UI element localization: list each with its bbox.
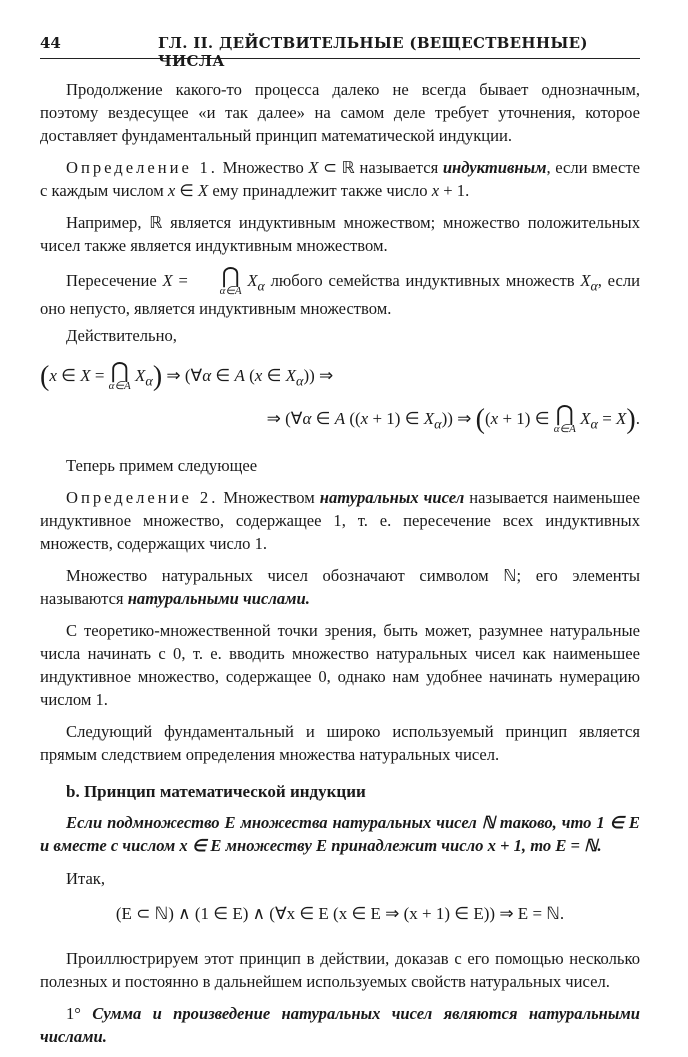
term-natural-numbers: натуральных чисел: [319, 488, 465, 508]
property-1: [40, 1002, 640, 1048]
property-1-text: Сумма и произведение натуральных чисел являются натуральными числами.: [40, 1004, 640, 1047]
property-1-number: 1°: [66, 1004, 81, 1024]
paragraph-now: Теперь примем следующее: [66, 456, 258, 476]
definition-1: Определение 1. Множество X ⊂ ℝ называется индуктивным, если вместе с каждым числом x ∈ X ему принадлежит также число x + 1.: [40, 158, 640, 200]
definition-2: Определение 2. Множеством натуральных чисел называется наименьшее индуктивное множество, содержащее 1, т. е. пересечение всех индуктивных множеств, содержащих число 1.: [40, 488, 640, 554]
definition-1-label: Определение 1.: [66, 158, 218, 177]
paragraph-thus: Итак,: [66, 869, 106, 889]
page-header: [40, 34, 640, 70]
formula-1-line-1: (x ∈ X = ⋂ α∈A $X_\alpha$) ⇒ (∀α ∈ A (x ∈ $X_\alpha$)) ⇒: [40, 358, 334, 393]
section-heading: b. Принцип математической индукции: [66, 782, 366, 802]
page-body: [40, 78, 640, 1057]
paragraph-principle: Следующий фундаментальный и широко используемый принцип является прямым следствием определения множества натуральных чисел.: [40, 722, 640, 765]
formula-induction: (E ⊂ ℕ) ∧ (1 ∈ E) ∧ (∀x ∈ E (x ∈ E ⇒ (x + 1) ∈ E)) ⇒ E = ℕ.: [115, 904, 565, 924]
intersection-operator: ⋂ α∈A: [219, 263, 242, 297]
paragraph-indeed: Действительно,: [66, 326, 177, 346]
induction-principle: Если подмножество E множества натуральных чисел ℕ таково, что 1 ∈ E и вместе с числом x ∈ E множеству E принадлежит число x + 1, то E = ℕ.: [40, 813, 640, 856]
formula-1-line-2: ⇒ (∀α ∈ A ((x + 1) ∈ $X_\alpha$)) ⇒ ((x + 1) ∈ ⋂ α∈A $X_\alpha = X$).: [266, 400, 640, 435]
paragraph-example: Например, ℝ является индуктивным множеством; множество положительных чисел также является индуктивным множеством.: [40, 213, 640, 255]
paragraph-intersection: Пересечение X = ⋂ α∈A $X_\alpha$ любого семейства индуктивных множеств $X_\alpha$, если оно непусто, является индуктивным множеством.: [40, 263, 640, 319]
paragraph-naturals-symbol: Множество натуральных чисел обозначают символом ℕ; его элементы называются натуральными числами.: [40, 566, 640, 609]
paragraph-set-theory: С теоретико-множественной точки зрения, быть может, разумнее натуральные числа начинать с 0, т. е. вводить множество натуральных чисел как наименьшее индуктивное множество, содержащее 0, однако нам удобнее начинать нумерацию числом 1.: [40, 621, 640, 710]
running-title: ГЛ. II. ДЕЙСТВИТЕЛЬНЫЕ (ВЕЩЕСТВЕННЫЕ) ЧИСЛА: [158, 34, 588, 70]
paragraph-intro: Продолжение какого-то процесса далеко не всегда бывает однозначным, поэтому вездесущее «и так далее» на самом деле требует уточнения, которое доставляет фундаментальный принцип математической индукции.: [40, 80, 640, 145]
term-inductive: индуктивным: [442, 158, 547, 177]
page-number: 44: [40, 34, 61, 52]
paragraph-illustrate: Проиллюстрируем этот принцип в действии, доказав с его помощью несколько полезных и постоянно в дальнейшем используемых свойств натуральных чисел.: [40, 949, 640, 992]
definition-2-label: Определение 2.: [66, 488, 219, 508]
